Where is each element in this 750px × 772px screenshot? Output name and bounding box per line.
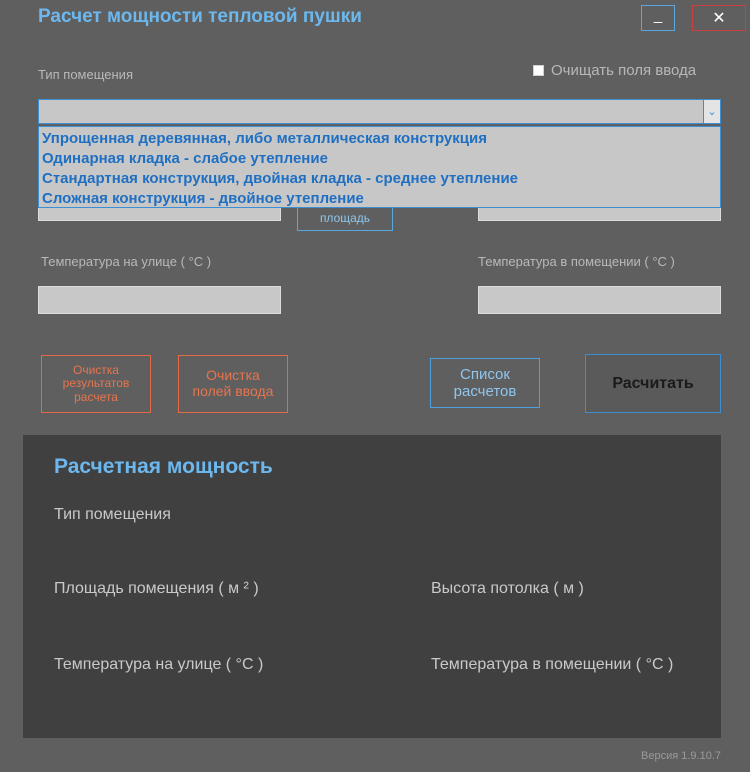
results-title: Расчетная мощность xyxy=(54,455,273,478)
outside-temp-label: Температура на улице ( °C ) xyxy=(41,254,212,269)
minimize-button[interactable] xyxy=(641,5,675,31)
room-type-option[interactable]: Упрощенная деревянная, либо металлическая конструкция xyxy=(42,130,487,147)
clear-inputs-checkbox-label: Очищать поля ввода xyxy=(551,62,697,79)
minimize-icon: _ xyxy=(653,6,663,24)
room-type-dropdown xyxy=(38,126,721,208)
room-type-option[interactable]: Стандартная конструкция, двойная кладка - среднее утепление xyxy=(42,170,519,187)
close-button[interactable] xyxy=(692,5,746,31)
result-area-label: Площадь помещения ( м ² ) xyxy=(54,580,259,597)
chevron-down-icon[interactable]: ⌄ xyxy=(703,100,720,123)
room-type-option[interactable]: Сложная конструкция - двойное утепление xyxy=(42,190,364,207)
checkbox-icon[interactable] xyxy=(533,65,544,76)
results-panel xyxy=(23,435,721,738)
room-type-label: Тип помещения xyxy=(38,67,133,82)
version-label: Версия 1.9.10.7 xyxy=(641,750,721,762)
calc-list-button[interactable]: Список расчетов xyxy=(430,358,540,408)
clear-inputs-button[interactable]: Очистка полей ввода xyxy=(178,355,288,413)
room-type-select[interactable] xyxy=(38,99,721,124)
close-icon: ✕ xyxy=(712,10,726,27)
inside-temp-input[interactable] xyxy=(478,286,721,314)
clear-inputs-toggle[interactable] xyxy=(533,62,696,79)
calculate-button[interactable]: Расчитать xyxy=(585,354,721,413)
window-title: Расчет мощности тепловой пушки xyxy=(38,6,362,27)
inside-temp-label: Температура в помещении ( °C ) xyxy=(478,254,675,269)
result-outside-temp-label: Температура на улице ( °C ) xyxy=(54,656,264,673)
result-inside-temp-label: Температура в помещении ( °C ) xyxy=(431,656,674,673)
result-room-type-label: Тип помещения xyxy=(54,506,171,523)
result-ceiling-height-label: Высота потолка ( м ) xyxy=(431,580,584,597)
room-type-option[interactable]: Одинарная кладка - слабое утепление xyxy=(42,150,328,167)
outside-temp-input[interactable] xyxy=(38,286,281,314)
clear-results-button[interactable]: Очистка результатов расчета xyxy=(41,355,151,413)
area-button[interactable]: площадь xyxy=(297,206,393,231)
